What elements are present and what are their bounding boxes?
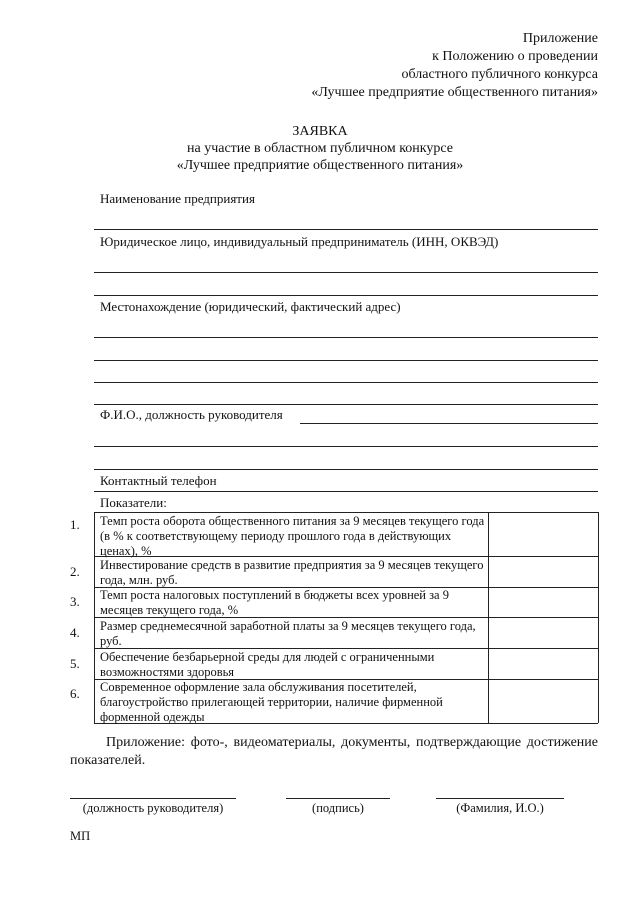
- signature-line-sign[interactable]: [286, 798, 390, 799]
- field-line-head-3[interactable]: [94, 469, 598, 470]
- signature-line-fullname[interactable]: [436, 798, 564, 799]
- appendix-header-line3: областного публичного конкурса: [401, 67, 598, 82]
- field-label-phone: Контактный телефон: [100, 473, 217, 488]
- indicator-value-cell[interactable]: [489, 680, 598, 723]
- appendix-header-line4: «Лучшее предприятие общественного питания»: [311, 85, 598, 100]
- indicator-text: Темп роста оборота общественного питания за 9 месяцев текущего года (в % к соответствующему периоду прошлого года в действующих ценах), %: [100, 514, 485, 558]
- indicator-text: Размер среднемесячной заработной платы за 9 месяцев текущего года, руб.: [100, 619, 476, 648]
- row-number: 2.: [70, 564, 80, 579]
- stamp-placeholder: МП: [70, 829, 91, 843]
- indicator-value-cell[interactable]: [489, 588, 598, 617]
- row-number: 3.: [70, 594, 80, 609]
- row-number: 6.: [70, 686, 80, 701]
- field-line-entity-2[interactable]: [94, 295, 598, 296]
- field-line-location-1[interactable]: [94, 337, 598, 338]
- field-line-name[interactable]: [94, 229, 598, 230]
- indicator-text: Современное оформление зала обслуживания посетителей, благоустройство прилегающей территории, наличие фирменной форменной одежды: [100, 680, 443, 724]
- appendix-header-line2: к Положению о проведении: [432, 49, 598, 64]
- indicator-text: Инвестирование средств в развитие предприятия за 9 месяцев текущего года, млн. руб.: [100, 558, 484, 587]
- field-label-head: Ф.И.О., должность руководителя: [100, 407, 283, 422]
- field-line-phone[interactable]: [94, 491, 598, 492]
- signature-line-position[interactable]: [70, 798, 236, 799]
- field-line-head-2[interactable]: [94, 446, 598, 447]
- page-title: ЗАЯВКА: [292, 124, 348, 139]
- field-label-location: Местонахождение (юридический, фактический адрес): [100, 299, 401, 314]
- indicator-text: Обеспечение безбарьерной среды для людей с ограниченными возможностями здоровья: [100, 650, 435, 679]
- field-label-entity: Юридическое лицо, индивидуальный предприниматель (ИНН, ОКВЭД): [100, 234, 499, 249]
- indicator-value-cell[interactable]: [489, 649, 598, 679]
- page-subtitle-line2: «Лучшее предприятие общественного питания»: [176, 158, 464, 173]
- appendix-header-line1: Приложение: [522, 31, 598, 46]
- row-number: 1.: [70, 517, 80, 532]
- indicators-label: Показатели:: [100, 495, 167, 510]
- indicator-text: Темп роста налоговых поступлений в бюджеты всех уровней за 9 месяцев текущего года, %: [100, 588, 449, 617]
- signature-caption-position: (должность руководителя): [82, 801, 224, 815]
- page-subtitle-line1: на участие в областном публичном конкурсе: [187, 141, 453, 156]
- field-line-location-3[interactable]: [94, 382, 598, 383]
- field-line-head-inline[interactable]: [300, 423, 598, 424]
- field-label-name: Наименование предприятия: [100, 191, 255, 206]
- field-line-entity-1[interactable]: [94, 272, 598, 273]
- indicator-value-cell[interactable]: [489, 513, 598, 556]
- indicator-value-cell[interactable]: [489, 618, 598, 648]
- row-number: 5.: [70, 656, 80, 671]
- field-line-location-2[interactable]: [94, 360, 598, 361]
- signature-caption-fullname: (Фамилия, И.О.): [456, 801, 544, 815]
- signature-caption-sign: (подпись): [312, 801, 364, 815]
- field-line-location-4[interactable]: [94, 404, 598, 405]
- appendix-note: Приложение: фото-, видеоматериалы, документы, подтверждающие достижение показателей.: [70, 735, 598, 768]
- indicator-value-cell[interactable]: [489, 557, 598, 587]
- row-number: 4.: [70, 625, 80, 640]
